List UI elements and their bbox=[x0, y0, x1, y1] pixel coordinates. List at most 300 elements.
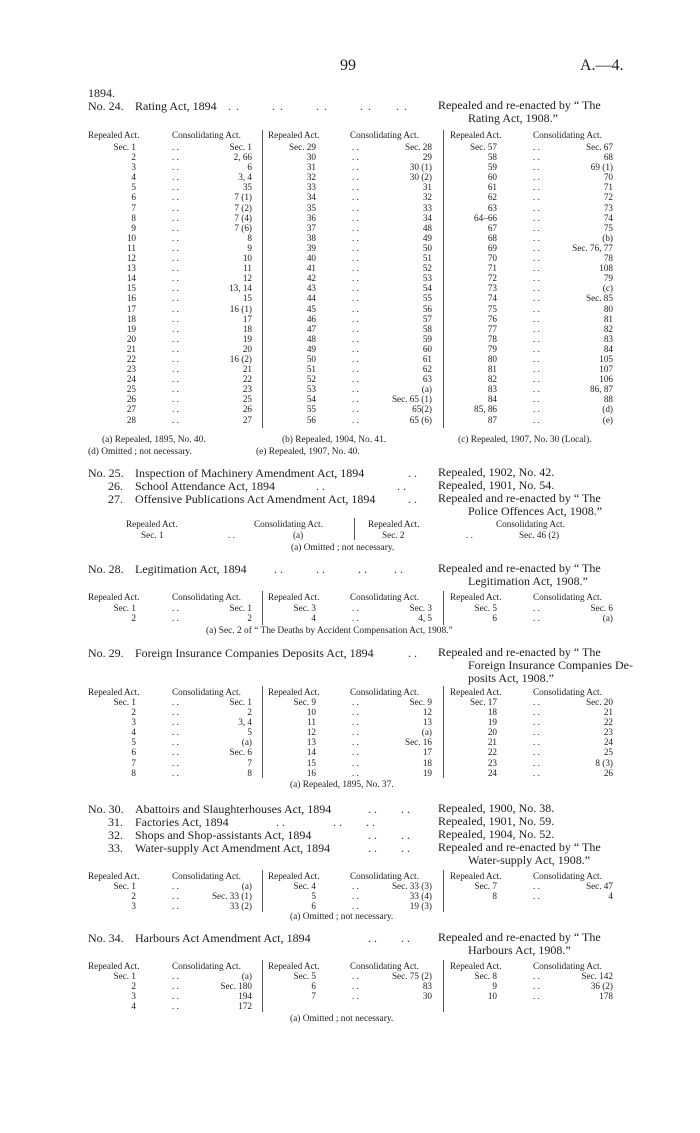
leader-dots: . . bbox=[352, 242, 359, 253]
leader-dots: . . bbox=[352, 394, 359, 405]
table-row bbox=[88, 727, 258, 737]
section-33-table-col2 bbox=[268, 881, 440, 911]
repealed-section: 10 bbox=[126, 232, 136, 243]
consolidating-section: (a) bbox=[241, 737, 252, 748]
consolidating-section: 178 bbox=[599, 991, 613, 1002]
consolidating-section: 36 (2) bbox=[590, 981, 613, 992]
consolidating-section: 35 bbox=[242, 182, 252, 193]
section-31-number: 31. bbox=[108, 815, 123, 829]
section-28-note: (a) Sec. 2 of “ The Deaths by Accident Compensation Act, 1908.” bbox=[206, 626, 453, 636]
col-header-consolidating: Consolidating Act. bbox=[533, 961, 602, 971]
leader-dots: . . bbox=[352, 414, 359, 425]
table-row bbox=[88, 758, 258, 768]
leader-dots: . . . . bbox=[368, 828, 410, 842]
section-28-table-col1 bbox=[88, 603, 258, 623]
repealed-section: 6 bbox=[311, 901, 316, 912]
consolidating-section: 2 bbox=[247, 613, 252, 624]
repealed-section: 9 bbox=[492, 981, 497, 992]
consolidating-section: Sec. 180 bbox=[220, 981, 252, 992]
table-row bbox=[268, 324, 440, 334]
repealed-section: 16 bbox=[306, 767, 316, 778]
repealed-section: 42 bbox=[306, 273, 316, 284]
leader-dots: . . bbox=[352, 192, 359, 203]
consolidating-section: Sec. 76, 77 bbox=[572, 242, 613, 253]
table-row bbox=[449, 314, 619, 324]
col-header-consolidating: Consolidating Act. bbox=[254, 519, 323, 529]
consolidating-section: 5 bbox=[247, 727, 252, 738]
repealed-section: 35 bbox=[306, 202, 316, 213]
leader-dots: . . bbox=[533, 162, 540, 173]
repealed-section: 47 bbox=[306, 323, 316, 334]
leader-dots: . . bbox=[172, 747, 179, 758]
repealed-section: 54 bbox=[306, 394, 316, 405]
leader-dots: . . bbox=[533, 152, 540, 163]
section-28-table-col2 bbox=[268, 603, 440, 623]
leader-dots: . . bbox=[172, 394, 179, 405]
consolidating-section: 50 bbox=[422, 242, 432, 253]
repealed-section: 13 bbox=[306, 737, 316, 748]
repealed-section: 8 bbox=[131, 767, 136, 778]
table-row bbox=[268, 172, 440, 182]
col-header-repealed: Repealed Act. bbox=[450, 130, 502, 140]
repealed-section: 8 bbox=[492, 891, 497, 902]
repealed-section: 5 bbox=[311, 891, 316, 902]
leader-dots: . . bbox=[533, 394, 540, 405]
column-rule bbox=[262, 686, 263, 778]
section-33-table-col1 bbox=[88, 881, 258, 911]
repealed-section: 37 bbox=[306, 222, 316, 233]
section-33-title: Water-supply Act Amendment Act, 1894 bbox=[135, 841, 331, 855]
leader-dots: . . bbox=[172, 333, 179, 344]
repealed-section: 32 bbox=[306, 172, 316, 183]
table-row bbox=[449, 891, 619, 901]
section-29-status-cont: Foreign Insurance Companies De- bbox=[468, 658, 633, 672]
leader-dots: . . bbox=[172, 212, 179, 223]
consolidating-section: (c) bbox=[602, 283, 613, 294]
consolidating-section: 3, 4 bbox=[238, 172, 252, 183]
col-header-repealed: Repealed Act. bbox=[88, 687, 140, 697]
col-header-repealed: Repealed Act. bbox=[126, 519, 178, 529]
leader-dots: . . bbox=[172, 303, 179, 314]
table-row bbox=[88, 162, 258, 172]
repealed-section: 3 bbox=[131, 717, 136, 728]
section-24-table-col2 bbox=[268, 142, 440, 425]
consolidating-section: 30 (1) bbox=[409, 162, 432, 173]
leader-dots: . . bbox=[533, 603, 540, 613]
leader-dots: . . bbox=[352, 182, 359, 193]
section-27-repealed-2: Sec. 2 bbox=[382, 530, 405, 540]
consolidating-section: 29 bbox=[422, 152, 432, 163]
repealed-section: 14 bbox=[126, 273, 136, 284]
table-row bbox=[268, 192, 440, 202]
consolidating-section: Sec. 67 bbox=[585, 142, 613, 152]
section-24-status-cont: Rating Act, 1908.” bbox=[468, 111, 558, 125]
leader-dots: . . bbox=[352, 971, 359, 981]
col-header-consolidating: Consolidating Act. bbox=[350, 592, 419, 602]
col-header-repealed: Repealed Act. bbox=[450, 961, 502, 971]
repealed-section: 4 bbox=[311, 613, 316, 624]
table-row bbox=[449, 981, 619, 991]
consolidating-section: 7 (6) bbox=[234, 222, 252, 233]
section-24-status: Repealed and re-enacted by “ The bbox=[438, 98, 601, 112]
section-34-number: No. 34. bbox=[88, 931, 124, 945]
leader-dots: . . bbox=[352, 333, 359, 344]
section-30-title: Abattoirs and Slaughterhouses Act, 1894 bbox=[135, 802, 332, 816]
table-row bbox=[268, 737, 440, 747]
consolidating-section: (a) bbox=[421, 727, 432, 738]
consolidating-section: 6 bbox=[247, 162, 252, 173]
repealed-section: Sec. 8 bbox=[474, 971, 497, 981]
consolidating-section: 65 (6) bbox=[409, 414, 432, 425]
repealed-section: 7 bbox=[131, 757, 136, 768]
consolidating-section: 23 bbox=[603, 727, 613, 738]
table-row bbox=[88, 314, 258, 324]
consolidating-section: 68 bbox=[603, 152, 613, 163]
section-24-note-e: (e) Repealed, 1907, No. 40. bbox=[256, 447, 360, 457]
col-header-consolidating: Consolidating Act. bbox=[533, 130, 602, 140]
table-row bbox=[88, 394, 258, 404]
repealed-section: 4 bbox=[131, 727, 136, 738]
table-row bbox=[268, 697, 440, 707]
leader-dots: . . bbox=[352, 303, 359, 314]
consolidating-section: (d) bbox=[602, 404, 613, 415]
leader-dots: . . bbox=[533, 212, 540, 223]
consolidating-section: 33 bbox=[422, 202, 432, 213]
leader-dots: . . bbox=[352, 343, 359, 354]
consolidating-section: 51 bbox=[422, 253, 432, 264]
page-number: 99 bbox=[340, 57, 356, 74]
leader-dots: . . bbox=[533, 222, 540, 233]
repealed-section: 83 bbox=[487, 384, 497, 395]
table-row bbox=[449, 374, 619, 384]
table-row bbox=[268, 891, 440, 901]
table-row bbox=[88, 293, 258, 303]
repealed-section: 31 bbox=[306, 162, 316, 173]
consolidating-section: (a) bbox=[241, 971, 252, 981]
col-header-consolidating: Consolidating Act. bbox=[496, 519, 565, 529]
section-24-table-col3 bbox=[449, 142, 619, 425]
section-29-status-cont2: posits Act, 1908.” bbox=[468, 671, 554, 685]
section-26-status: Repealed, 1901, No. 54. bbox=[438, 478, 555, 492]
repealed-section: 61 bbox=[487, 182, 497, 193]
consolidating-section: 17 bbox=[422, 747, 432, 758]
table-row bbox=[268, 603, 440, 613]
consolidating-section: (a) bbox=[421, 384, 432, 395]
leader-dots: . . bbox=[172, 717, 179, 728]
table-row bbox=[268, 293, 440, 303]
table-row bbox=[449, 747, 619, 757]
leader-dots: . . bbox=[172, 283, 179, 294]
leader-dots: . . bbox=[533, 364, 540, 375]
consolidating-section: 73 bbox=[603, 202, 613, 213]
leader-dots: . . bbox=[352, 172, 359, 183]
repealed-section: 15 bbox=[126, 283, 136, 294]
table-row bbox=[268, 162, 440, 172]
repealed-section: 40 bbox=[306, 253, 316, 264]
consolidating-section: 22 bbox=[603, 717, 613, 728]
table-row bbox=[449, 603, 619, 613]
section-31-title: Factories Act, 1894 bbox=[135, 815, 229, 829]
repealed-section: 63 bbox=[487, 202, 497, 213]
leader-dots: . . bbox=[172, 737, 179, 748]
leader-dots: . . bbox=[172, 901, 179, 912]
table-row bbox=[268, 223, 440, 233]
table-row bbox=[449, 384, 619, 394]
section-34-table-col3 bbox=[449, 971, 619, 1001]
repealed-section: 5 bbox=[131, 737, 136, 748]
section-27-note: (a) Omitted ; not necessary. bbox=[291, 543, 395, 553]
consolidating-section: 23 bbox=[242, 384, 252, 395]
col-header-consolidating: Consolidating Act. bbox=[172, 871, 241, 881]
leader-dots: . . bbox=[533, 253, 540, 264]
consolidating-section: 13, 14 bbox=[229, 283, 252, 294]
consolidating-section: 49 bbox=[422, 232, 432, 243]
table-row bbox=[449, 613, 619, 623]
leader-dots: . . bbox=[533, 613, 540, 624]
section-29-title: Foreign Insurance Companies Deposits Act, 1894 bbox=[135, 646, 374, 660]
table-row bbox=[268, 404, 440, 414]
column-rule bbox=[354, 518, 355, 540]
consolidating-section: 106 bbox=[599, 374, 613, 385]
repealed-section: 13 bbox=[126, 263, 136, 274]
section-29-number: No. 29. bbox=[88, 646, 124, 660]
table-row bbox=[268, 243, 440, 253]
section-29-note: (a) Repealed, 1895, No. 37. bbox=[290, 780, 394, 790]
section-32-number: 32. bbox=[108, 828, 123, 842]
repealed-section: Sec. 1 bbox=[113, 971, 136, 981]
consolidating-section: 7 bbox=[247, 757, 252, 768]
repealed-section: Sec. 5 bbox=[474, 603, 497, 613]
leader-dots: . . . . . . bbox=[276, 815, 375, 829]
repealed-section: 12 bbox=[306, 727, 316, 738]
leader-dots: . . bbox=[352, 283, 359, 294]
leader-dots: . . bbox=[352, 901, 359, 912]
consolidating-section: 194 bbox=[238, 991, 252, 1002]
consolidating-section: 84 bbox=[603, 343, 613, 354]
leader-dots: . . bbox=[172, 232, 179, 243]
table-row bbox=[449, 213, 619, 223]
section-29-table-col2 bbox=[268, 697, 440, 778]
leader-dots: . . bbox=[172, 414, 179, 425]
repealed-section: 67 bbox=[487, 222, 497, 233]
section-29-table-col1 bbox=[88, 697, 258, 778]
repealed-section: 24 bbox=[487, 767, 497, 778]
table-row bbox=[88, 192, 258, 202]
leader-dots: . . bbox=[172, 172, 179, 183]
leader-dots: . . bbox=[352, 202, 359, 213]
leader-dots: . . bbox=[172, 242, 179, 253]
repealed-section: Sec. 57 bbox=[469, 142, 497, 152]
section-25-title: Inspection of Machinery Amendment Act, 1894 bbox=[135, 466, 365, 480]
consolidating-section: 21 bbox=[603, 707, 613, 718]
section-29-table-col3 bbox=[449, 697, 619, 778]
section-27-consolidating-1: (a) bbox=[293, 530, 304, 540]
table-row bbox=[268, 233, 440, 243]
table-row bbox=[268, 354, 440, 364]
repealed-section: 6 bbox=[131, 192, 136, 203]
consolidating-section: 8 (3) bbox=[595, 757, 613, 768]
consolidating-section: 12 bbox=[242, 273, 252, 284]
consolidating-section: 19 bbox=[422, 767, 432, 778]
repealed-section: 81 bbox=[487, 364, 497, 375]
repealed-section: 26 bbox=[126, 394, 136, 405]
table-row bbox=[449, 717, 619, 727]
repealed-section: 59 bbox=[487, 162, 497, 173]
table-row bbox=[88, 142, 258, 152]
column-rule bbox=[262, 130, 263, 428]
table-row bbox=[449, 737, 619, 747]
repealed-section: 34 bbox=[306, 192, 316, 203]
consolidating-section: Sec. 6 bbox=[229, 747, 252, 758]
leader-dots: . . bbox=[533, 343, 540, 354]
consolidating-section: 54 bbox=[422, 283, 432, 294]
leader-dots: . . bbox=[172, 384, 179, 395]
leader-dots: . . bbox=[352, 313, 359, 324]
leader-dots: . . bbox=[172, 162, 179, 173]
leader-dots: . . bbox=[172, 353, 179, 364]
section-27-status: Repealed and re-enacted by “ The bbox=[438, 491, 601, 505]
col-header-repealed: Repealed Act. bbox=[450, 592, 502, 602]
leader-dots: . . bbox=[352, 613, 359, 624]
leader-dots: . . bbox=[172, 603, 179, 613]
consolidating-section: 62 bbox=[422, 364, 432, 375]
consolidating-section: Sec. 20 bbox=[585, 697, 613, 707]
leader-dots: . . bbox=[352, 981, 359, 992]
repealed-section: 79 bbox=[487, 343, 497, 354]
col-header-consolidating: Consolidating Act. bbox=[533, 592, 602, 602]
table-row bbox=[449, 881, 619, 891]
leader-dots: . . bbox=[172, 142, 179, 152]
section-24-note-d: (d) Omitted ; not necessary. bbox=[88, 447, 192, 457]
consolidating-section: 60 bbox=[422, 343, 432, 354]
leader-dots: . . bbox=[533, 747, 540, 758]
section-28-number: No. 28. bbox=[88, 562, 124, 576]
consolidating-section: 57 bbox=[422, 313, 432, 324]
table-row bbox=[449, 142, 619, 152]
repealed-section: 56 bbox=[306, 414, 316, 425]
consolidating-section: 78 bbox=[603, 253, 613, 264]
repealed-section: 7 bbox=[311, 991, 316, 1002]
table-row bbox=[449, 233, 619, 243]
section-26-title: School Attendance Act, 1894 bbox=[135, 479, 275, 493]
leader-dots: . . bbox=[533, 323, 540, 334]
repealed-section: 68 bbox=[487, 232, 497, 243]
leader-dots: . . bbox=[466, 530, 473, 540]
column-rule bbox=[443, 686, 444, 778]
consolidating-section: 15 bbox=[242, 293, 252, 304]
consolidating-section: 18 bbox=[242, 323, 252, 334]
table-row bbox=[88, 697, 258, 707]
leader-dots: . . bbox=[172, 613, 179, 624]
leader-dots: . . bbox=[172, 374, 179, 385]
table-row bbox=[449, 768, 619, 778]
repealed-section: 2 bbox=[131, 891, 136, 902]
table-row bbox=[88, 707, 258, 717]
table-row bbox=[449, 707, 619, 717]
table-row bbox=[449, 727, 619, 737]
column-rule bbox=[262, 960, 263, 1012]
repealed-section: 74 bbox=[487, 293, 497, 304]
repealed-section: 28 bbox=[126, 414, 136, 425]
table-row bbox=[88, 901, 258, 911]
repealed-section: 8 bbox=[131, 212, 136, 223]
leader-dots: . . bbox=[352, 767, 359, 778]
table-row bbox=[268, 901, 440, 911]
col-header-consolidating: Consolidating Act. bbox=[350, 961, 419, 971]
table-row bbox=[268, 991, 440, 1001]
consolidating-section: 24 bbox=[603, 737, 613, 748]
repealed-section: 16 bbox=[126, 293, 136, 304]
section-33-number: 33. bbox=[108, 841, 123, 855]
table-row bbox=[268, 273, 440, 283]
repealed-section: 5 bbox=[131, 182, 136, 193]
table-row bbox=[268, 283, 440, 293]
repealed-section: 49 bbox=[306, 343, 316, 354]
section-27-status-cont: Police Offences Act, 1908.” bbox=[468, 504, 603, 518]
consolidating-section: 75 bbox=[603, 222, 613, 233]
consolidating-section: 30 (2) bbox=[409, 172, 432, 183]
consolidating-section: 88 bbox=[603, 394, 613, 405]
consolidating-section: 10 bbox=[242, 253, 252, 264]
table-row bbox=[88, 243, 258, 253]
leader-dots: . . bbox=[172, 343, 179, 354]
consolidating-section: 52 bbox=[422, 263, 432, 274]
consolidating-section: Sec. 33 (3) bbox=[391, 881, 432, 891]
table-row bbox=[88, 182, 258, 192]
section-32-status: Repealed, 1904, No. 52. bbox=[438, 827, 555, 841]
consolidating-section: 21 bbox=[242, 364, 252, 375]
leader-dots: . . bbox=[172, 263, 179, 274]
leader-dots: . . bbox=[533, 707, 540, 718]
consolidating-section: 7 (2) bbox=[234, 202, 252, 213]
leader-dots: . . bbox=[172, 323, 179, 334]
table-row bbox=[88, 273, 258, 283]
consolidating-section: Sec. 1 bbox=[229, 603, 252, 613]
consolidating-section: 4, 5 bbox=[418, 613, 432, 624]
repealed-section: 33 bbox=[306, 182, 316, 193]
repealed-section: 2 bbox=[131, 707, 136, 718]
leader-dots: . . bbox=[352, 162, 359, 173]
consolidating-section: Sec. 75 (2) bbox=[391, 971, 432, 981]
table-row bbox=[449, 243, 619, 253]
section-28-status-cont: Legitimation Act, 1908.” bbox=[468, 574, 588, 588]
consolidating-section: Sec. 47 bbox=[585, 881, 613, 891]
leader-dots: . . bbox=[533, 263, 540, 274]
leader-dots: . . bbox=[172, 313, 179, 324]
table-row bbox=[268, 747, 440, 757]
consolidating-section: 53 bbox=[422, 273, 432, 284]
table-row bbox=[268, 971, 440, 981]
col-header-consolidating: Consolidating Act. bbox=[533, 871, 602, 881]
consolidating-section: 82 bbox=[603, 323, 613, 334]
repealed-section: Sec. 29 bbox=[288, 142, 316, 152]
consolidating-section: 2 bbox=[247, 707, 252, 718]
repealed-section: 23 bbox=[126, 364, 136, 375]
consolidating-section: 31 bbox=[422, 182, 432, 193]
table-row bbox=[268, 304, 440, 314]
col-header-consolidating: Consolidating Act. bbox=[172, 130, 241, 140]
repealed-section: 22 bbox=[126, 353, 136, 364]
table-row bbox=[88, 971, 258, 981]
table-row bbox=[268, 344, 440, 354]
leader-dots: . . bbox=[352, 364, 359, 375]
repealed-section: 21 bbox=[126, 343, 136, 354]
consolidating-section: (a) bbox=[241, 881, 252, 891]
table-row bbox=[88, 747, 258, 757]
consolidating-section: 65(2) bbox=[412, 404, 432, 415]
section-27-number: 27. bbox=[108, 492, 123, 506]
section-34-status-cont: Harbours Act, 1908.” bbox=[468, 943, 571, 957]
